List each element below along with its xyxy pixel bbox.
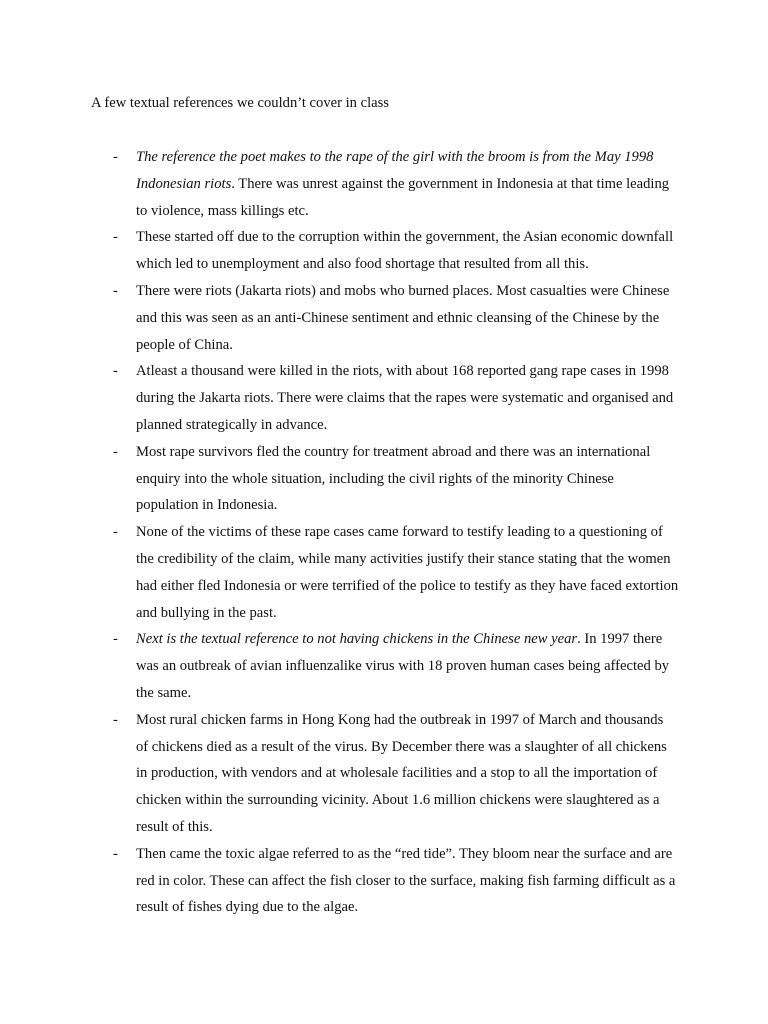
italic-reference: The reference the poet makes to the rape of the girl with the broom is from the May 1998 Indonesian riots (136, 149, 654, 192)
list-item (113, 841, 679, 921)
list-item (113, 278, 679, 358)
list-item-text (136, 439, 679, 519)
item-body: There were riots (Jakarta riots) and mobs who burned places. Most casualties were Chinese and this was seen as an anti-Chinese sentiment and ethnic cleansing of the Chinese by the people of China. (136, 282, 670, 353)
bullet-dash: - (113, 149, 118, 165)
list-item-text (136, 358, 679, 438)
list-item (113, 439, 679, 519)
item-body: . In 1997 there was an outbreak of avian influenzalike virus with 18 proven human cases being affected by the same. (136, 631, 670, 701)
list-item-text (136, 626, 679, 706)
list-item (113, 144, 679, 224)
bullet-dash: - (113, 631, 118, 648)
list-item-text (136, 224, 679, 278)
list-item-text (136, 144, 679, 224)
bullet-dash: - (113, 443, 118, 460)
list-item (113, 626, 679, 706)
bullet-dash: - (113, 845, 118, 862)
list-item-text (136, 841, 679, 921)
item-body: Atleast a thousand were killed in the riots, with about 168 reported gang rape cases in 1998 during the Jakarta riots. There were claims that the rapes were systematic and organised and planned strategically in advance. (136, 363, 674, 433)
bullet-dash: - (113, 282, 118, 299)
list-item-text (136, 278, 679, 358)
list-item-text (136, 519, 679, 626)
bullet-dash: - (113, 711, 118, 728)
list-item (113, 358, 679, 438)
item-body: None of the victims of these rape cases came forward to testify leading to a questioning of the credibility of the claim, while many activities justify their stance stating that the women had either fled Indonesia or were terrified of the police to testify as they have faced extortion and bullying in the past. (136, 524, 679, 621)
list-item-text (136, 707, 679, 841)
list-item (113, 224, 679, 278)
item-body: These started off due to the corruption within the government, the Asian economic downfall which led to unemployment and also food shortage that resulted from all this. (136, 229, 674, 273)
list-item (113, 519, 679, 626)
item-body: Then came the toxic algae referred to as the “red tide”. They bloom near the surface and are red in color. These can affect the fish closer to the surface, making fish farming difficult as a result of fishes dying due to the algae. (136, 845, 676, 916)
item-body: Most rape survivors fled the country for treatment abroad and there was an international enquiry into the whole situation, including the civil rights of the minority Chinese population in Indonesia. (136, 443, 651, 514)
bullet-dash: - (113, 229, 118, 246)
reference-list (113, 144, 679, 921)
italic-reference: Next is the textual reference to not having chickens in the Chinese new year (136, 631, 578, 648)
item-body: Most rural chicken farms in Hong Kong had the outbreak in 1997 of March and thousands of chickens died as a result of the virus. By December there was a slaughter of all chickens in production, with vendors and at wholesale facilities and a stop to all the importation of chicken within the surrounding vicinity. About 1.6 million chickens were slaughtered as a result of this. (136, 711, 667, 835)
document-title: A few textual references we couldn’t cover in class (91, 95, 389, 111)
bullet-dash: - (113, 363, 118, 380)
item-body: . There was unrest against the government in Indonesia at that time leading to violence, mass killings etc. (136, 175, 670, 219)
list-item (113, 707, 679, 841)
bullet-dash: - (113, 524, 118, 541)
